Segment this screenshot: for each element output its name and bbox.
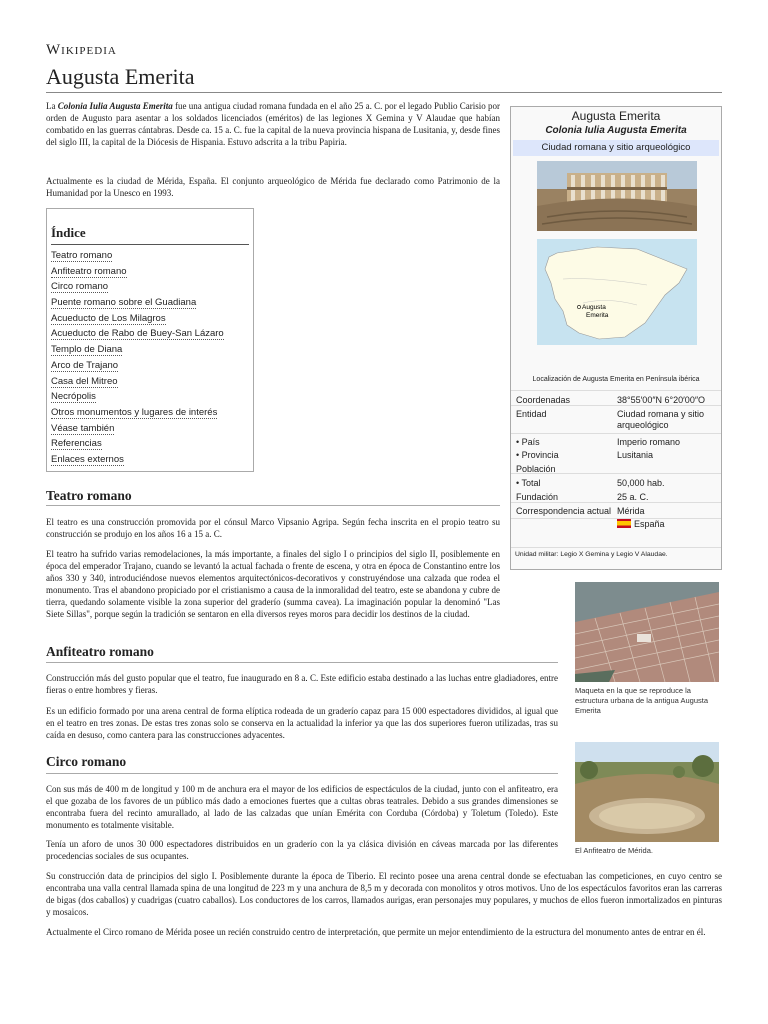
- infobox-footer: Unidad militar: Legio X Gemina y Legio V Alaudae.: [515, 551, 668, 558]
- toc-item[interactable]: Arco de Trajano: [51, 359, 119, 371]
- infobox-row-value[interactable]: Imperio romano: [617, 437, 681, 447]
- intro-paragraph-1: La Colonia Iulia Augusta Emerita fue una antigua ciudad romana fundada en el año 25 a. C. por el legado Publio Carisio por orden de Augusto para asentar a los soldados licenciados (eméritos) de las legiones X Gemina y V Alaudae que habían combatido en las guerras cántabras. Desde ca. 15 a. C. fue la capital de la nueva provincia hispana de Lusitania, y, desde fines del siglo III, la capital de la Diócesis de Hispania. Estuvo adscrita a la tribu Papiria.: [46, 101, 501, 147]
- circo-paragraph-1: Con sus más de 400 m de longitud y 100 m de anchura era el mayor de los edificios de espectáculos de la ciudad, junto con el anfiteatro, era el que gozaba de los favores de un público más dado a emociones fuertes que a cultas obras teatrales. Debido a sus grandes dimensiones se encontraba fuera del recinto amurallado, al lado de las calzadas que unían Emérita con Corduba (Córdoba) y Toletum (Toledo). Este monumento es totalmente visitable.: [46, 784, 558, 830]
- toc-item[interactable]: Casa del Mitreo: [51, 375, 118, 387]
- infobox-row-key: • País: [516, 437, 540, 447]
- infobox: [510, 106, 722, 570]
- circo-paragraph-4: Actualmente el Circo romano de Mérida posee un recién construido centro de interpretación, que permite un mejor entendimiento de la estructura del monumento antes de entrar en él.: [46, 927, 706, 937]
- section-heading-circo: Circo romano: [46, 754, 127, 769]
- map-label-2: Emerita: [586, 312, 609, 319]
- infobox-row-value: 38°55′00″N 6°20′00″O: [617, 395, 706, 405]
- section-heading-anfiteatro: Anfiteatro romano: [46, 644, 154, 659]
- circo-paragraph-3: Su construcción data de principios del siglo I. Posiblemente durante la época de Tiberio. El recinto posee una arena central donde se efectuaban las competiciones, en cuyo centro se encontraba una valla central llamada spina de una longitud de 223 m y una anchura de 8,5 m y decorada con monolitos y otros motivos. Uno de los espectáculos favoritos eran las carreras de bigas (dos caballos) y cuadrigas (cuatro caballos). Los conductores de los carros, llamados aurigas, eran personajes muy populares, y muchos de ellos fueron inmortalizados en pinturas y mosaicos.: [46, 871, 722, 917]
- map-caption: Localización de Augusta Emerita en Península ibérica: [532, 376, 700, 383]
- infobox-row-value[interactable]: Mérida: [617, 506, 645, 516]
- title-divider: [46, 92, 722, 93]
- section-heading-teatro: Teatro romano: [46, 488, 132, 503]
- toc-item[interactable]: Otros monumentos y lugares de interés: [51, 406, 218, 418]
- infobox-type: Ciudad romana y sitio arqueológico: [513, 140, 719, 156]
- maqueta-image[interactable]: [575, 582, 719, 682]
- toc-list: [51, 249, 224, 469]
- infobox-latin-name: Colonia Iulia Augusta Emerita: [545, 125, 687, 136]
- toc-item[interactable]: Referencias: [51, 438, 102, 450]
- maqueta-figure: [575, 582, 719, 716]
- maqueta-caption: Maqueta en la que se reproduce la estructura urbana de la antigua Augusta Emerita: [575, 686, 709, 715]
- iberia-location-map[interactable]: [537, 239, 697, 345]
- circo-paragraph-2: Tenía un aforo de unos 30 000 espectadores distribuidos en un graderío con la ya clásica división en cáveas marcada por las diferentes procedencias sociales de sus ocupantes.: [46, 839, 558, 861]
- anfiteatro-paragraph-1: Construcción más del gusto popular que el teatro, fue inaugurado en 8 a. C. Este edificio estaba destinado a las luchas entre gladiadores, entre fieras o entre hombres y fieras.: [46, 673, 558, 695]
- toc-item[interactable]: Teatro romano: [51, 250, 113, 261]
- wikipedia-logo[interactable]: Wikipedia: [46, 42, 117, 58]
- anfiteatro-paragraph-2: Es un edificio formado por una arena central de forma elíptica rodeada de un graderío capaz para 15 000 espectadores divididos, al igual que en el teatro en tres zonas. De estas tres zonas solo se conserva en la actualidad la inferior ya que las dos superiores fueron utilizadas, tras su caída en desuso, como cantera para las construcciones adyacentes.: [46, 706, 558, 740]
- page-title: Augusta Emerita: [46, 64, 195, 89]
- infobox-row-key: Población: [516, 464, 556, 474]
- toc-item[interactable]: Puente romano sobre el Guadiana: [51, 297, 197, 309]
- infobox-row-key: • Total: [516, 478, 541, 488]
- toc-item[interactable]: Véase también: [51, 422, 115, 434]
- infobox-title: Augusta Emerita: [571, 109, 661, 123]
- anfiteatro-figure: [575, 742, 719, 856]
- spain-flag-icon: [617, 519, 631, 528]
- table-of-contents: [46, 208, 254, 472]
- infobox-row-key: Coordenadas: [516, 395, 571, 405]
- infobox-row-value[interactable]: España: [617, 519, 717, 530]
- infobox-row-value[interactable]: Lusitania: [617, 450, 654, 460]
- anfiteatro-image[interactable]: [575, 742, 719, 842]
- infobox-row-key: Correspondencia actual: [516, 506, 612, 516]
- teatro-paragraph-1: El teatro es una construcción promovida por el cónsul Marco Vipsanio Agripa. Según fecha inscrita en el propio teatro su construcción se produjo en los años 16 a 15 a. C.: [46, 517, 500, 539]
- toc-item[interactable]: Necrópolis: [51, 391, 96, 403]
- toc-item[interactable]: Circo romano: [51, 281, 109, 293]
- toc-item[interactable]: Acueducto de Rabo de Buey-San Lázaro: [51, 328, 224, 340]
- toc-item[interactable]: Enlaces externos: [51, 453, 124, 465]
- toc-item[interactable]: Anfiteatro romano: [51, 265, 127, 277]
- infobox-row-value[interactable]: Ciudad romana y sitio arqueológico: [617, 409, 705, 430]
- toc-heading: Índice: [51, 225, 86, 240]
- map-label-1: Augusta: [582, 304, 606, 311]
- teatro-paragraph-2: El teatro ha sufrido varias remodelaciones, la más importante, a finales del siglo I o principios del siglo II, posiblemente en época del emperador Trajano, cuando se levantó la actual fachada o frente de escena, y otra en época de Constantino entre los años 330 y 340, introduciéndose nuevos elementos arquitectónicos-decorativos y construyéndose una calzada que rodea el monumento. Tras el abandono propiciado por el cristianismo a causa de la inmoralidad del teatro, este se abandona y cubre de tierra, quedando solamente visible la zona superior del graderío (summa cavea). La imaginación popular la denominó "Las Siete Sillas", porque según la tradición se sentaron en ella diversos reyes moros para decidir los destinos de la ciudad.: [46, 549, 500, 619]
- anfiteatro-caption: El Anfiteatro de Mérida.: [575, 846, 653, 855]
- intro-paragraph-2: Actualmente es la ciudad de Mérida, España. El conjunto arqueológico de Mérida fue declarado como Patrimonio de la Humanidad por la Unesco en 1993.: [46, 176, 500, 198]
- infobox-row-key: Fundación: [516, 492, 559, 502]
- toc-item[interactable]: Acueducto de Los Milagros: [51, 312, 166, 324]
- theatre-photo[interactable]: [537, 161, 697, 231]
- toc-item[interactable]: Templo de Diana: [51, 344, 123, 356]
- infobox-row-key: Entidad: [516, 409, 547, 419]
- infobox-row-key: • Provincia: [516, 450, 559, 460]
- colonia-name: Colonia Iulia Augusta Emerita: [57, 101, 173, 111]
- infobox-row-value[interactable]: 25 a. C.: [617, 492, 649, 502]
- infobox-row-value[interactable]: 50,000 hab.: [617, 478, 665, 488]
